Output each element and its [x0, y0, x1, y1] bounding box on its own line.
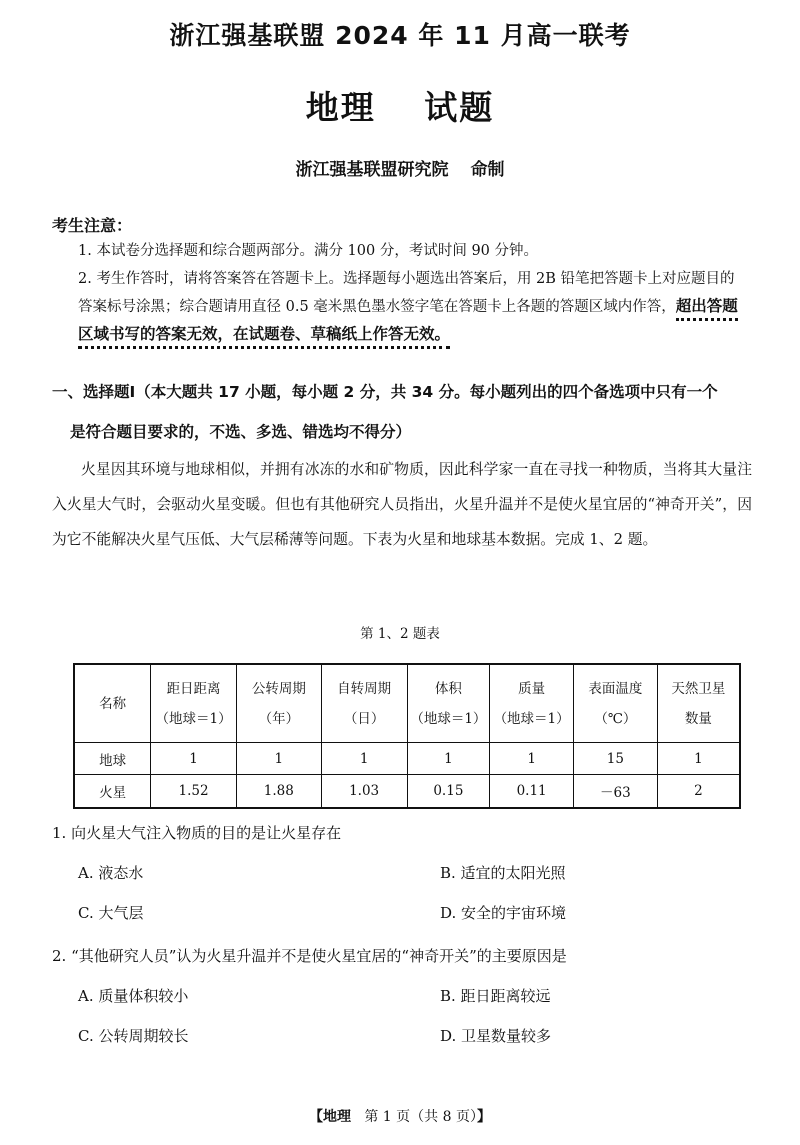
table-header-cell: 质量 （地球＝1） [490, 664, 574, 743]
author-name: 浙江强基联盟研究院 [295, 160, 449, 180]
page-footer [0, 1106, 800, 1126]
table-cell: 1 [151, 743, 237, 775]
question-1-stem: 1. 向火星大气注入物质的目的是让火星存在 [52, 824, 342, 842]
table-header-cell: 距日距离 （地球＝1） [151, 664, 237, 743]
table-cell: 15 [573, 743, 657, 775]
notice-item-2-emphasis: 超出答题区域书写的答案无效，在试题卷、草稿纸上作答无效。 [78, 297, 738, 349]
table-cell: 1 [490, 743, 574, 775]
exam-title: 浙江强基联盟 2024 年 11 月高一联考 [169, 21, 631, 50]
table-cell: 1 [407, 743, 490, 775]
footer-page-number: 第 1 页（共 8 页） [364, 1109, 477, 1125]
table-header-cell: 表面温度 （℃） [573, 664, 657, 743]
question-2-option-b: B. 距日距离较远 [440, 987, 551, 1005]
question-1-option-b: B. 适宜的太阳光照 [440, 864, 566, 882]
table-cell: 0.11 [490, 775, 574, 809]
subject-title: 地理 试题 [305, 88, 495, 127]
question-1-option-a: A. 液态水 [78, 864, 144, 882]
question-2-stem: 2. “其他研究人员”认为火星升温并不是使火星宜居的“神奇开关”的主要原因是 [52, 947, 567, 965]
notice-heading: 考生注意： [52, 216, 133, 235]
section-heading-line-1: 一、选择题Ⅰ（本大题共 17 小题，每小题 2 分，共 34 分。每小题列出的四个备选项中只有一个 [52, 383, 718, 401]
table-header-cell: 公转周期 （年） [236, 664, 321, 743]
table-cell: 1.52 [151, 775, 237, 809]
question-1-option-c: C. 大气层 [78, 904, 144, 922]
section-heading [52, 372, 752, 452]
question-2-option-c: C. 公转周期较长 [78, 1027, 189, 1045]
table-cell: 2 [657, 775, 740, 809]
table-header-cell: 体积 （地球＝1） [407, 664, 490, 743]
section-heading-line-2: 是符合题目要求的，不选、多选、错选均不得分） [70, 423, 412, 441]
footer-subject: 地理 [323, 1109, 351, 1125]
reading-passage: 火星因其环境与地球相似，并拥有冰冻的水和矿物质，因此科学家一直在寻找一种物质，当将其大量注入火星大气时，会驱动火星变暖。但也有其他研究人员指出，火星升温并不是使火星宜居的“神奇开关”，因为它不能解决火星气压低、大气层稀薄等问题。下表为火星和地球基本数据。完成 1、2 题。 [52, 461, 752, 548]
table-row-mars [74, 775, 740, 809]
table-cell: －63 [573, 775, 657, 809]
question-2-option-d: D. 卫星数量较多 [440, 1027, 552, 1045]
planet-data-table [73, 663, 741, 809]
footer-right-bracket: 】 [476, 1109, 491, 1125]
table-header-cell: 自转周期 （日） [321, 664, 407, 743]
table-cell: 0.15 [407, 775, 490, 809]
question-2-option-a: A. 质量体积较小 [78, 987, 189, 1005]
table-header-row [74, 664, 740, 743]
table-header-cell: 天然卫星 数量 [657, 664, 740, 743]
table-cell: 1 [321, 743, 407, 775]
notice-item-1: 1. 本试卷分选择题和综合题两部分。满分 100 分，考试时间 90 分钟。 [78, 243, 539, 259]
table-header-cell: 名称 [74, 664, 151, 743]
table-cell: 1.03 [321, 775, 407, 809]
author-line [0, 155, 800, 180]
table-cell: 1 [657, 743, 740, 775]
table-caption: 第 1、2 题表 [360, 626, 440, 642]
table-row-earth [74, 743, 740, 775]
author-suffix: 命制 [470, 160, 505, 180]
table-cell: 火星 [74, 775, 151, 809]
notice-item-2 [78, 266, 740, 349]
footer-left-bracket: 【 [309, 1109, 323, 1125]
table-cell: 地球 [74, 743, 151, 775]
notice-item-2-text: 2. 考生作答时，请将答案答在答题卡上。选择题每小题选出答案后，用 2B 铅笔把答题卡上对应题目的答案标号涂黑；综合题请用直径 0.5 毫米黑色墨水签字笔在答题卡上各题的答题区域内作答， [78, 271, 735, 315]
question-1-option-d: D. 安全的宇宙环境 [440, 904, 567, 922]
table-cell: 1.88 [236, 775, 321, 809]
table-cell: 1 [236, 743, 321, 775]
